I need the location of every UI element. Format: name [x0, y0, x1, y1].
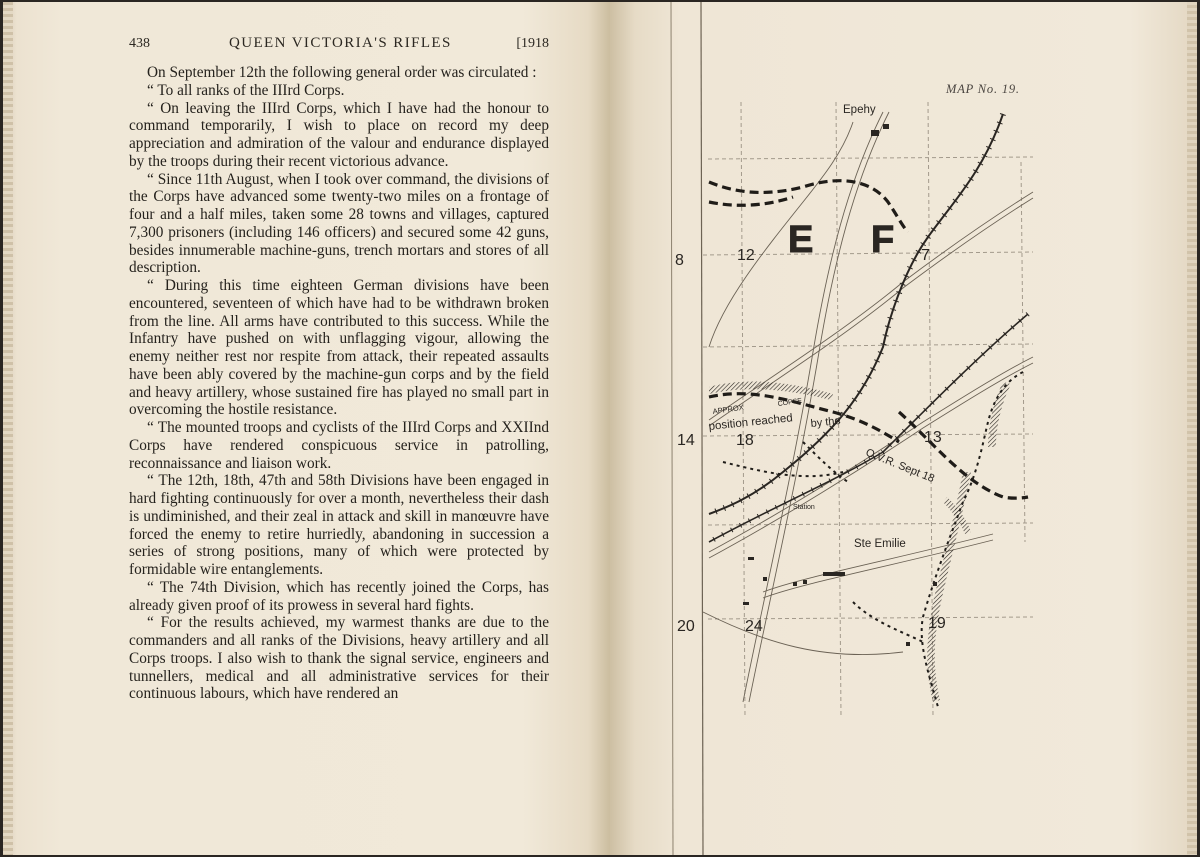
grid-number-13: 13	[924, 429, 942, 446]
grid-number-20: 20	[677, 618, 695, 635]
grid-number-18: 18	[736, 432, 754, 449]
page-number: 438	[129, 36, 150, 51]
map-label: MAP No. 19.	[946, 82, 1020, 96]
paragraph: “ For the results achieved, my warmest thanks are due to the commanders and all ranks of the Divisions, heavy artillery and all Corps troops. I also wish to thank the signal service, engineers and tunnellers, medical and all administrative services for their continuous labours, which have rendered an	[129, 614, 549, 703]
paragraph: “ During this time eighteen German divisions have been encountered, seventeen of which have had to be withdrawn broken from the line. All arms have contributed to this success. While the Infantry have pushed on with unflagging vigour, allowing the enemy neither rest nor respite from attack, their repeated assaults have been ably covered by the machine-gun corps and by the field and heavy artillery, whose sustained fire has played no small part in overcoming the hostile resistance.	[129, 277, 549, 419]
map	[3, 2, 1197, 855]
grid-number-14: 14	[677, 432, 695, 449]
open-book	[3, 2, 1197, 855]
annotation-qvr-sept-18: Q.V.R. Sept 18	[863, 446, 937, 486]
running-head: QUEEN VICTORIA'S RIFLES	[229, 35, 452, 51]
paragraph: “ On leaving the IIIrd Corps, which I have had the honour to command temporarily, I wish to place on record my deep appreciation and admiration of the valour and endurance displayed by the troops during their recent victorious advance.	[129, 99, 549, 170]
place-ste-emilie: Ste Emilie	[854, 538, 906, 550]
paragraph: “ The mounted troops and cyclists of the IIIrd Corps and XXIInd Corps have rendered conspicuous service in patrolling, reconnaissance and liaison work.	[129, 419, 549, 472]
grid-number-8: 8	[675, 252, 684, 269]
paragraph: “ Since 11th August, when I took over command, the divisions of the Corps have advanced some twenty-two miles on a frontage of four and a half miles, taken some 28 towns and villages, captured 7,300 prisoners (including 146 officers) and secured some 42 guns, besides innumerable machine-guns, trench mortars and stores of all description.	[129, 170, 549, 277]
fold-line	[671, 2, 673, 855]
paragraph: “ To all ranks of the IIIrd Corps.	[147, 81, 345, 99]
grid-number-24: 24	[745, 618, 763, 635]
annotation-copse: COPSE	[777, 397, 803, 408]
railway	[709, 114, 1028, 542]
paragraph: “ The 12th, 18th, 47th and 58th Divisions have been engaged in hard fighting continuously for over a month, nevertheless their dash is undiminished, and their zeal in attack and skill in manœuvre have forced the enemy to retire hurriedly, abandoning in succession a series of strong positions, many of which were protected by formidable wire entanglements.	[129, 472, 549, 578]
annotation-by-the: by the	[810, 414, 842, 430]
grid-numbers	[675, 247, 946, 635]
annotation-position-reached: position reached	[708, 412, 794, 433]
annotation-approx: APPROX	[712, 402, 745, 416]
header-year: [1918	[516, 36, 549, 51]
map-border-line	[701, 2, 703, 855]
grid-number-19: 19	[928, 615, 946, 632]
place-station: Station	[793, 504, 815, 511]
grid-number-12: 12	[737, 247, 755, 264]
paragraph: “ The 74th Division, which has recently joined the Corps, has already given proof of its prowess in several hard fights.	[129, 578, 549, 614]
paragraph: On September 12th the following general order was circulated :	[147, 64, 537, 81]
roads	[703, 112, 1033, 702]
grid-letter-f: F	[871, 219, 895, 261]
grid-number-7: 7	[921, 247, 930, 264]
grid-letter-e: E	[788, 219, 814, 261]
place-epehy: Epehy	[843, 104, 876, 116]
